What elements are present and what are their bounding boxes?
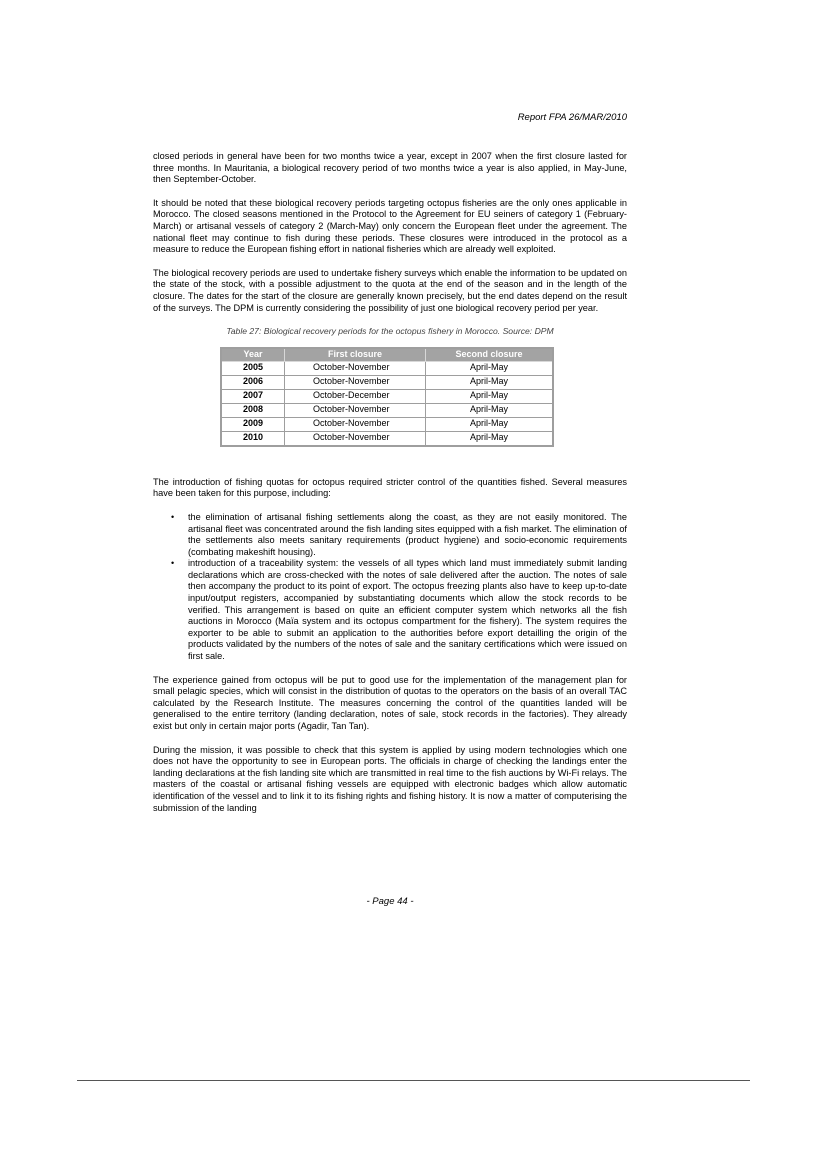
paragraph-mission-check: During the mission, it was possible to check that this system is applied by using modern technologies which one does not have the opportunity to see in European ports. The officials in charge of checking the landings enter the landing declarations at the fish landing site which are transmitted in real time to the fish auctions by Wi-Fi relays. The masters of the coastal or artisanal fishing vessels are equipped with electronic badges which allow automatic identification of the vessel and to link it to its fishing rights and fishing history. It is now a matter of computerising the submission of the landing [153, 744, 627, 813]
year-cell: 2006 [221, 375, 285, 389]
year-cell: 2008 [221, 403, 285, 417]
header-second-closure: Second closure [426, 348, 554, 362]
paragraph-fishing-quotas: The introduction of fishing quotas for octopus required stricter control of the quantities fished. Several measures have been taken for this purpose, including: [153, 476, 627, 499]
first-closure-cell: October-November [285, 375, 426, 389]
paragraph-closed-periods: closed periods in general have been for two months twice a year, except in 2007 when the first closure lasted for three months. In Mauritania, a biological recovery period of two months twice a year is also applied, in May-June, then September-October. [153, 151, 627, 185]
post-table-section [153, 477, 627, 814]
table-row [221, 417, 553, 431]
list-item-text: the elimination of artisanal fishing settlements along the coast, as they are not easily monitored. The artisanal fleet was concentrated around the fish landing sites equipped with a fish market. The elimination of the settlements also meets sanitary requirements (product hygiene) and socio-economic requirements (combating makeshift housing). [188, 511, 627, 557]
table-row [221, 361, 553, 375]
header-year: Year [221, 348, 285, 362]
second-closure-cell: April-May [426, 431, 554, 446]
list-item-text: introduction of a traceability system: the vessels of all types which land must immediately submit landing declarations which are cross-checked with the notes of sale delivered after the auction. The notes of sale then accompany the product to its point of export. The octopus freezing plants also have to keep up-to-date input/output registers, accompanied by substantiating documents which allow the stock records to be verified. This arrangement is based on quite an efficient computer system which networks all the fish auctions in Morocco (Maïa system and its octopus compartment for the fishery). The system requires the exporter to be able to submit an application to the authorities before export detailling the origin of the products validated by the numbers of the notes of sale and the sanitary certifications which were issued on first sale. [188, 558, 627, 662]
page-body [153, 151, 627, 826]
second-closure-cell: April-May [426, 361, 554, 375]
table-row [221, 389, 553, 403]
list-item [171, 511, 627, 558]
paragraph-fishery-surveys: The biological recovery periods are used to undertake fishery surveys which enable the information to be updated on the state of the stock, with a possible adjustment to the quota at the end of the season and in the length of the closure. The dates for the start of the closure are generally known precisely, but the end dates depend on the result of the surveys. The DPM is currently considering the possibility of just one biological recovery period per year. [153, 267, 627, 313]
page-number: - Page 44 - [366, 896, 414, 907]
table-row [221, 375, 553, 389]
closure-periods-table [220, 347, 554, 447]
bullet-icon: • [171, 511, 175, 522]
second-closure-cell: April-May [426, 389, 554, 403]
year-cell: 2007 [221, 389, 285, 403]
year-cell: 2010 [221, 431, 285, 446]
table-row [221, 431, 553, 446]
bullet-icon: • [171, 558, 175, 569]
paragraph-small-pelagic: The experience gained from octopus will be put to good use for the implementation of the management plan for small pelagic species, which will consist in the distribution of quotas to the operators on the basis of an overall TAC calculated by the Research Institute. The measures concerning the control of the quantities landed will be generalised to the entire territory (landing declaration, notes of sale, stock records in the factories). They already exist but only in certain major ports (Agadir, Tan Tan). [153, 674, 627, 731]
table-caption: Table 27: Biological recovery periods for the octopus fishery in Morocco. Source: DPM [226, 326, 554, 337]
first-closure-cell: October-November [285, 417, 426, 431]
report-reference-header: Report FPA 26/MAR/2010 [517, 112, 627, 123]
header-first-closure: First closure [285, 348, 426, 362]
first-closure-cell: October-November [285, 361, 426, 375]
measures-list [153, 512, 627, 663]
table-header-row [221, 348, 553, 362]
first-closure-cell: October-November [285, 403, 426, 417]
closure-table-wrapper [153, 347, 627, 447]
second-closure-cell: April-May [426, 403, 554, 417]
table-row [221, 403, 553, 417]
first-closure-cell: October-November [285, 431, 426, 446]
year-cell: 2005 [221, 361, 285, 375]
list-item [171, 558, 627, 662]
first-closure-cell: October-December [285, 389, 426, 403]
second-closure-cell: April-May [426, 417, 554, 431]
second-closure-cell: April-May [426, 375, 554, 389]
paragraph-recovery-periods-morocco: It should be noted that these biological recovery periods targeting octopus fisheries are the only ones applicable in Morocco. The closed seasons mentioned in the Protocol to the Agreement for EU seiners of category 1 (February-March) or artisanal vessels of category 2 (March-May) only concern the European fleet under the agreement. The national fleet may continue to fish during these periods. These closures were introduced in the protocol as a measure to reduce the European fishing effort in national fisheries which are already well exploited. [153, 197, 627, 255]
year-cell: 2009 [221, 417, 285, 431]
footer-divider [77, 1080, 750, 1081]
